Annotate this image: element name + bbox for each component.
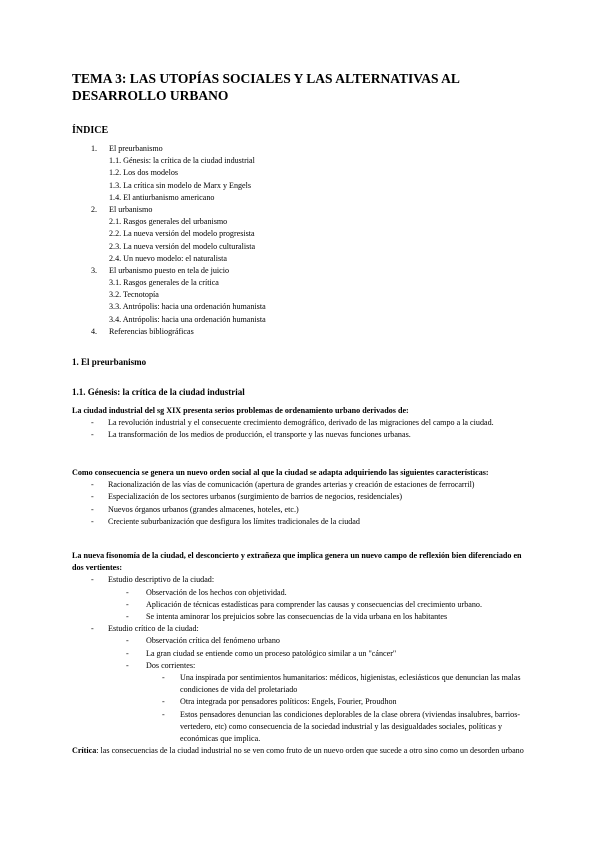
body-block-1 bbox=[72, 405, 532, 442]
list-subsubitem: - Una inspirada por sentimientos humanitarios: médicos, higienistas, eclesiásticos que denuncian las malas condiciones de vida del proletariado bbox=[162, 673, 521, 695]
toc-item-4: 4. Referencias bibliográficas bbox=[91, 326, 194, 336]
list-subitem: - Aplicación de técnicas estadísticas para comprender las causas y consecuencias del crecimiento urbano. bbox=[126, 599, 482, 609]
toc-subitem: 1.1. Génesis: la crítica de la ciudad industrial bbox=[109, 156, 255, 166]
toc-subitem: 1.4. El antiurbanismo americano bbox=[109, 192, 215, 202]
list-item: - Especialización de los sectores urbanos (surgimiento de barrios de negocios, residenciales) bbox=[91, 492, 403, 502]
list-item: - Estudio descriptivo de la ciudad: bbox=[91, 575, 215, 585]
list-subitem: - La gran ciudad se entiende como un proceso patológico similar a un "cáncer" bbox=[126, 648, 397, 658]
toc-subitem: 3.4. Antrópolis: hacia una ordenación humanista bbox=[109, 314, 266, 324]
critica-label: Crítica bbox=[72, 746, 97, 756]
list-item: - Nuevos órganos urbanos (grandes almacenes, hoteles, etc.) bbox=[91, 504, 299, 514]
index-heading: ÍNDICE bbox=[72, 125, 109, 136]
list-subsubitem: - Estos pensadores denuncian las condiciones deplorables de la clase obrera (viviendas insalubres, barrios-vertedero, etc) como consecuencia de la sociedad industrial y las desigualdades sociales, políticas y económicas que implica. bbox=[162, 709, 521, 744]
body-block-2 bbox=[72, 467, 532, 528]
list-subitem: - Observación crítica del fenómeno urbano bbox=[126, 636, 280, 646]
list-item: - Racionalización de las vías de comunicación (apertura de grandes arterias y creación de estaciones de ferrocarril) bbox=[91, 480, 475, 490]
toc-subitem: 2.3. La nueva versión del modelo culturalista bbox=[109, 241, 256, 251]
page-title: TEMA 3: LAS UTOPÍAS SOCIALES Y LAS ALTERNATIVAS AL DESARROLLO URBANO bbox=[72, 71, 460, 103]
list-item: - Estudio crítico de la ciudad: bbox=[91, 624, 199, 634]
toc-subitem: 2.2. La nueva versión del modelo progresista bbox=[109, 229, 255, 239]
list-item: - La revolución industrial y el consecuente crecimiento demográfico, derivado de las migraciones del campo a la ciudad. bbox=[91, 418, 494, 428]
list-item: - Creciente suburbanización que desfigura los límites tradicionales de la ciudad bbox=[91, 516, 360, 526]
paragraph-heading: La nueva fisonomía de la ciudad, el desconcierto y extrañeza que implica genera un nuevo campo de reflexión bien diferenciado en dos vertientes: bbox=[72, 551, 522, 573]
toc-item-3: 3. El urbanismo puesto en tela de juicio bbox=[91, 265, 230, 275]
toc-item-2: 2. El urbanismo bbox=[91, 204, 153, 214]
toc-subitem: 3.1. Rasgos generales de la crítica bbox=[109, 278, 219, 288]
list-subitem: - Observación de los hechos con objetividad. bbox=[126, 587, 287, 597]
section-heading-1-1: 1.1. Génesis: la crítica de la ciudad industrial bbox=[72, 387, 245, 397]
toc-subitem: 3.2. Tecnotopía bbox=[109, 290, 159, 300]
list-subitem: - Se intenta aminorar los prejuicios sobre las consecuencias de la vida urbana en los habitantes bbox=[126, 612, 448, 622]
list-subsubitem: - Otra integrada por pensadores políticos: Engels, Fourier, Proudhon bbox=[162, 697, 397, 707]
toc-subitem: 1.2. Los dos modelos bbox=[109, 168, 179, 178]
toc-subitem: 3.3. Antrópolis: hacia una ordenación humanista bbox=[109, 302, 266, 312]
critica-text: : las consecuencias de la ciudad industrial no se ven como fruto de un nuevo orden que sucede a otro sino como un desorden urbano bbox=[96, 746, 524, 756]
toc-subitem: 2.1. Rasgos generales del urbanismo bbox=[109, 217, 228, 227]
paragraph-heading: La ciudad industrial del sg XIX presenta serios problemas de ordenamiento urbano derivados de: bbox=[72, 406, 409, 415]
critica-paragraph bbox=[72, 745, 532, 757]
document-page bbox=[72, 70, 532, 756]
body-block-3 bbox=[72, 550, 532, 757]
list-subitem: - Dos corrientes: bbox=[126, 660, 196, 670]
toc-subitem: 2.4. Un nuevo modelo: el naturalista bbox=[109, 253, 228, 263]
table-of-contents bbox=[72, 143, 532, 338]
paragraph-heading: Como consecuencia se genera un nuevo orden social al que la ciudad se adapta adquiriendo las siguientes características: bbox=[72, 468, 489, 477]
toc-item-1: 1. El preurbanismo bbox=[91, 144, 163, 153]
section-heading-1: 1. El preurbanismo bbox=[72, 357, 147, 367]
toc-subitem: 1.3. La crítica sin modelo de Marx y Engels bbox=[109, 180, 252, 190]
list-item: - La transformación de los medios de producción, el transporte y las nuevas funciones urbanas. bbox=[91, 430, 411, 440]
